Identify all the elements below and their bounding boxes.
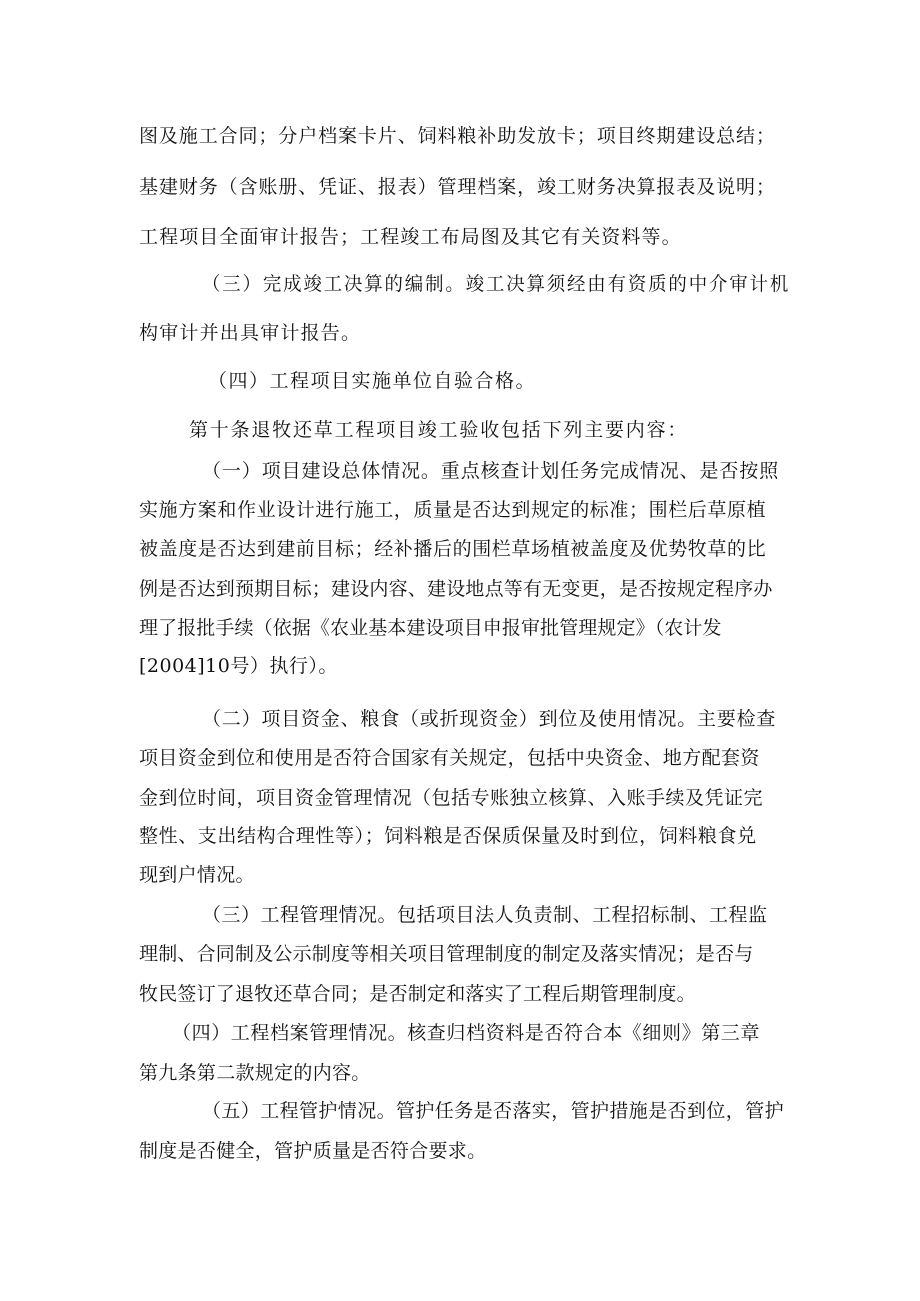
text-line: （一）项目建设总体情况。重点核查计划任务完成情况、是否按照 xyxy=(202,460,780,482)
text-line: （二）项目资金、粮食（或折现资金）到位及使用情况。主要检查 xyxy=(202,708,777,730)
text-line: （五）工程管护情况。管护任务是否落实，管护措施是否到位，管护 xyxy=(202,1100,785,1122)
text-line: （三）完成竣工决算的编制。竣工决算须经由有资质的中介审计机 xyxy=(202,273,791,295)
text-line: 基建财务（含账册、凭证、报表）管理档案，竣工财务决算报表及说明； xyxy=(139,176,776,198)
text-line: 图及施工合同；分户档案卡片、饲料粮补助发放卡；项目终期建设总结； xyxy=(139,125,776,147)
text-line: 理制、合同制及公示制度等相关项目管理制度的制定及落实情况；是否与 xyxy=(139,943,754,965)
text-line: 例是否达到预期目标；建设内容、建设地点等有无变更，是否按规定程序办 xyxy=(139,578,773,600)
text-line: （三）工程管理情况。包括项目法人负责制、工程招标制、工程监 xyxy=(202,904,768,926)
text-line: 理了报批手续（依据《农业基本建设项目申报审批管理规定》（农计发 xyxy=(139,617,722,639)
text-line: 实施方案和作业设计进行施工，质量是否达到规定的标准；围栏后草原植 xyxy=(139,499,767,521)
text-line: （四）工程项目实施单位自验合格。 xyxy=(208,370,537,392)
text-line: 整性、支出结构合理性等）；饲料粮是否保质保量及时到位，饲料粮食兑 xyxy=(139,825,757,847)
text-line: 现到户情况。 xyxy=(139,864,255,886)
text-line: 第九条第二款规定的内容。 xyxy=(139,1062,371,1084)
text-line: 金到位时间，项目资金管理情况（包括专账独立核算、入账手续及凭证完 xyxy=(139,787,764,809)
text-line: （四）工程档案管理情况。核查归档资料是否符合本《细则》第三章 xyxy=(172,1022,761,1044)
text-line: 项目资金到位和使用是否符合国家有关规定，包括中央资金、地方配套资 xyxy=(139,747,760,769)
text-line: 牧民签订了退牧还草合同；是否制定和落实了工程后期管理制度。 xyxy=(139,983,696,1005)
text-line: 被盖度是否达到建前目标；经补播后的围栏草场植被盖度及优势牧草的比 xyxy=(139,538,767,560)
text-line: 工程项目全面审计报告；工程竣工布局图及其它有关资料等。 xyxy=(139,226,682,248)
text-line: [2004]10号）执行）。 xyxy=(139,655,338,677)
article-heading: 第十条退牧还草工程项目竣工验收包括下列主要内容： xyxy=(189,419,689,441)
text-line: 制度是否健全，管护质量是否符合要求。 xyxy=(139,1140,487,1162)
text-line: 构审计并出具审计报告。 xyxy=(139,322,362,344)
